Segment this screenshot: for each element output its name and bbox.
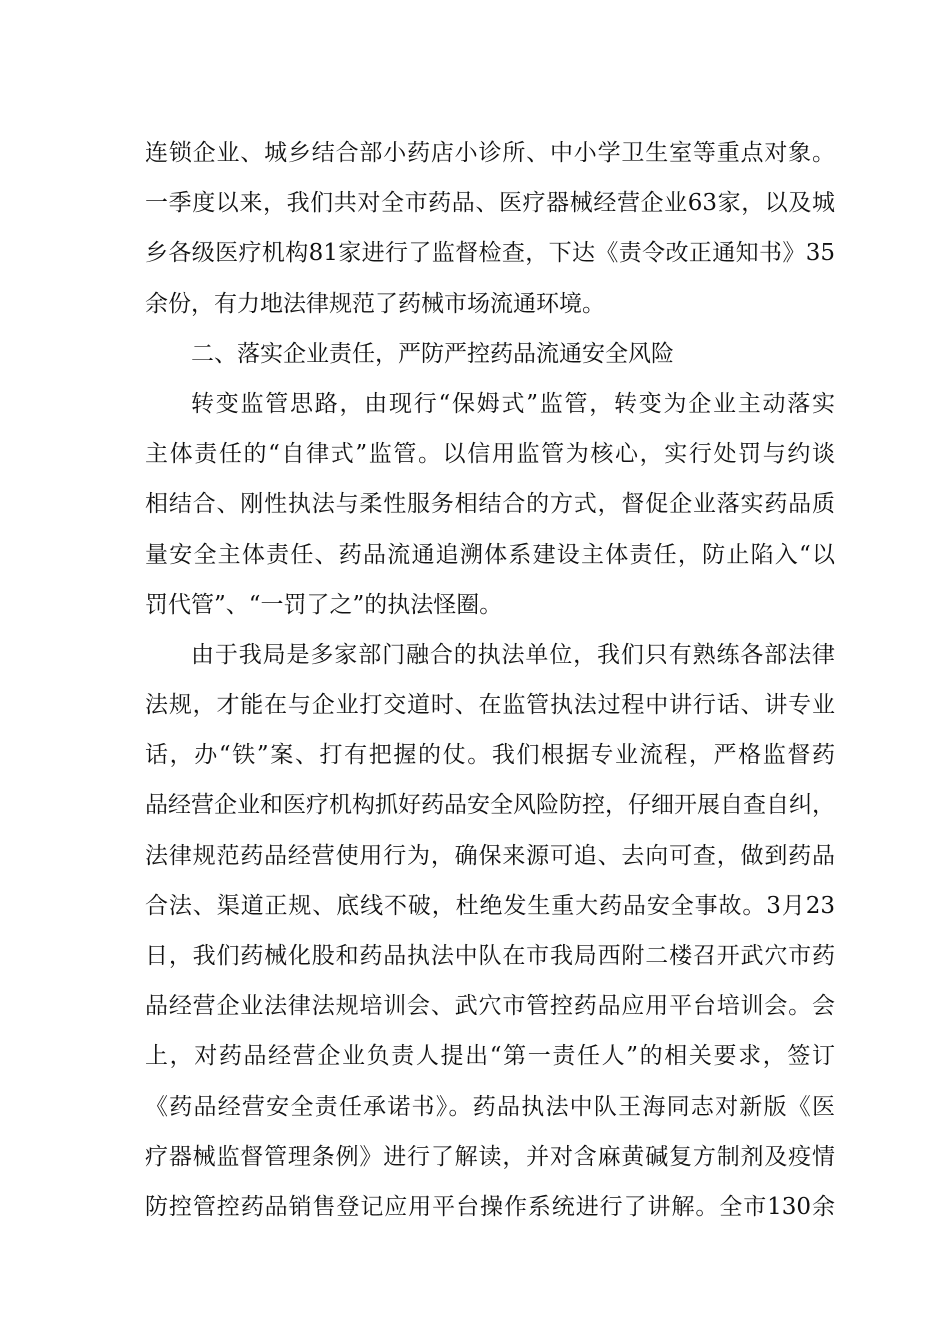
text-line: 一季度以来，我们共对全市药品、医疗器械经营企业63家，以及城 (145, 190, 835, 217)
text-line: 余份，有力地法律规范了药械市场流通环境。 (145, 290, 605, 317)
paragraph-1 (145, 128, 835, 329)
text-line: 品经营企业和医疗机构抓好药品安全风险防控，仔细开展自查自纠， (145, 792, 835, 819)
text-line: 法规，才能在与企业打交道时、在监管执法过程中讲行话、讲专业 (145, 692, 835, 719)
text-line: 话，办“铁”案、打有把握的仗。我们根据专业流程，严格监督药 (145, 742, 835, 769)
text-line: 主体责任的“自律式”监管。以信用监管为核心，实行处罚与约谈 (145, 441, 835, 468)
text-line: 疗器械监督管理条例》进行了解读，并对含麻黄碱复方制剂及疫情 (145, 1143, 835, 1170)
text-line: 罚代管”、“一罚了之”的执法怪圈。 (145, 591, 503, 618)
text-line: 上，对药品经营企业负责人提出“第一责任人”的相关要求，签订 (145, 1043, 835, 1070)
text-line: 由于我局是多家部门融合的执法单位，我们只有熟练各部法律 (191, 641, 835, 668)
text-line: 日，我们药械化股和药品执法中队在市我局西附二楼召开武穴市药 (145, 943, 835, 969)
text-line: 品经营企业法律法规培训会、武穴市管控药品应用平台培训会。会 (145, 993, 835, 1020)
text-line: 转变监管思路，由现行“保姆式”监管，转变为企业主动落实 (191, 390, 835, 417)
text-line: 连锁企业、城乡结合部小药店小诊所、中小学卫生室等重点对象。 (145, 140, 835, 166)
document-body (145, 128, 835, 1232)
text-line: 法律规范药品经营使用行为，确保来源可追、去向可查，做到药品 (145, 842, 835, 869)
text-line: 合法、渠道正规、底线不破，杜绝发生重大药品安全事故。3月23 (145, 892, 835, 919)
heading-line: 二、落实企业责任，严防严控药品流通安全风险 (191, 340, 674, 367)
text-line: 《药品经营安全责任承诺书》。药品执法中队王海同志对新版《医 (145, 1093, 835, 1120)
text-line: 乡各级医疗机构81家进行了监督检查，下达《责令改正通知书》35 (145, 240, 835, 267)
section-heading (145, 329, 835, 379)
text-line: 量安全主体责任、药品流通追溯体系建设主体责任，防止陷入“以 (145, 541, 835, 568)
text-line: 相结合、刚性执法与柔性服务相结合的方式，督促企业落实药品质 (145, 491, 835, 518)
text-line: 防控管控药品销售登记应用平台操作系统进行了讲解。全市130余 (145, 1193, 835, 1220)
paragraph-3 (145, 379, 835, 630)
paragraph-4 (145, 630, 835, 1232)
